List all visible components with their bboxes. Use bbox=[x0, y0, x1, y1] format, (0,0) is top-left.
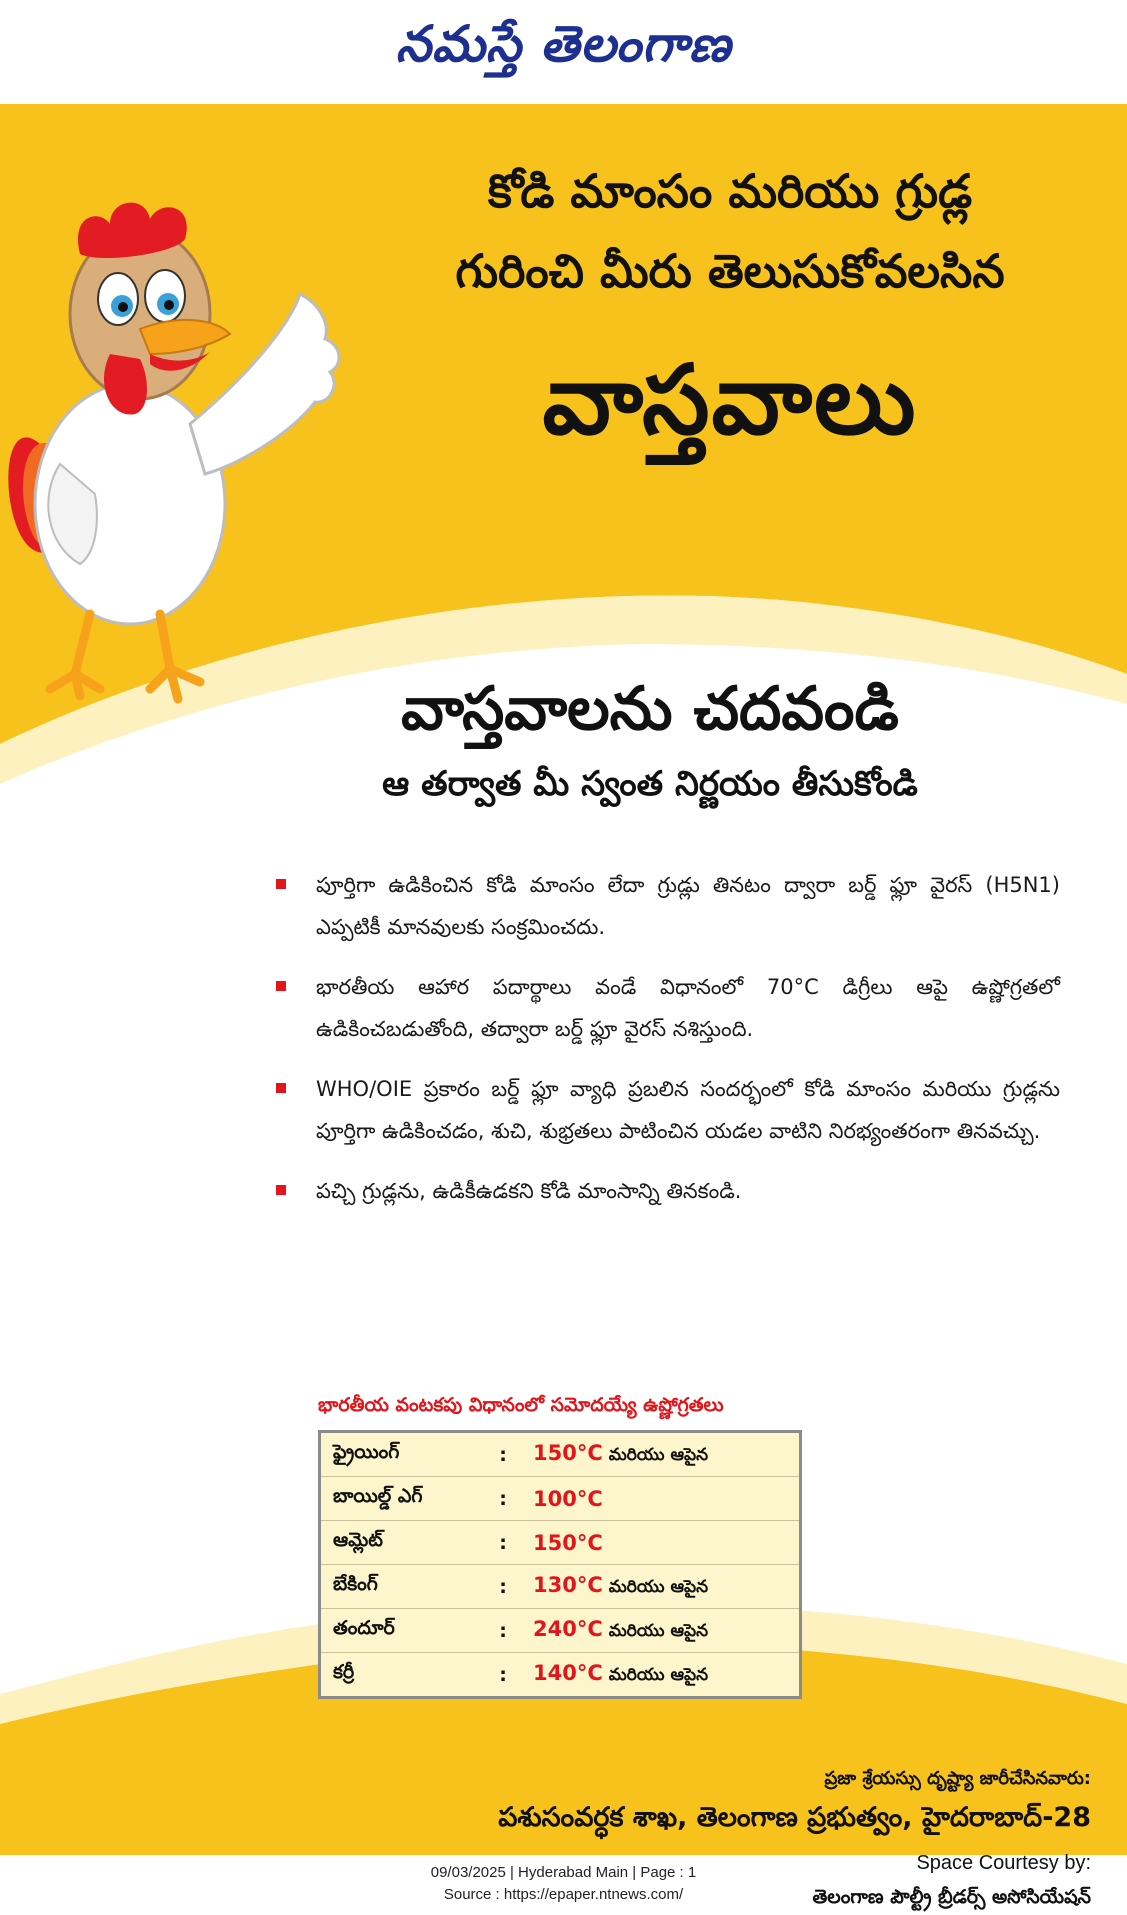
page-footer bbox=[0, 1862, 1127, 1906]
facts-list bbox=[270, 864, 1060, 1230]
temperature-cell bbox=[533, 1432, 801, 1477]
temperature-suffix: మరియు ఆపైన bbox=[608, 1620, 709, 1641]
temperature-value: 130°C bbox=[533, 1572, 603, 1597]
table-row bbox=[320, 1432, 801, 1477]
cooking-method: బేకింగ్ bbox=[320, 1565, 474, 1609]
separator: : bbox=[473, 1653, 533, 1698]
sub-heading: వాస్తవాలను చదవండి bbox=[401, 674, 899, 744]
rooster-illustration bbox=[0, 114, 400, 714]
bullet-square-icon bbox=[276, 1185, 286, 1195]
sub-line: ఆ తర్వాత మీ స్వంత నిర్ణయం తీసుకోండి bbox=[382, 764, 918, 804]
bullet-square-icon bbox=[276, 981, 286, 991]
fact-text: పచ్చి గ్రుడ్లను, ఉడికీఉడకని కోడి మాంసాన్ని తినకండి. bbox=[316, 1179, 742, 1203]
temperature-cell bbox=[533, 1609, 801, 1653]
separator: : bbox=[473, 1609, 533, 1653]
separator: : bbox=[473, 1521, 533, 1565]
temperature-suffix: మరియు ఆపైన bbox=[608, 1576, 709, 1597]
temperature-suffix: మరియు ఆపైన bbox=[608, 1664, 709, 1685]
temperature-cell bbox=[533, 1521, 801, 1565]
association-name: తెలంగాణ పౌల్ట్రీ బ్రీడర్స్ అసోసియేషన్ bbox=[812, 1886, 1091, 1908]
footer-source-link[interactable]: Source : https://epaper.ntnews.com/ bbox=[443, 1886, 684, 1903]
temperature-cell bbox=[533, 1477, 801, 1521]
list-item bbox=[270, 1170, 1060, 1212]
temperature-value: 150°C bbox=[533, 1530, 603, 1555]
headline-big: వాస్తవాలు bbox=[542, 344, 918, 456]
table-row bbox=[320, 1521, 801, 1565]
courtesy-label: Space Courtesy by: bbox=[916, 1852, 1091, 1874]
temperature-value: 240°C bbox=[533, 1616, 603, 1641]
fact-text: WHO/OIE ప్రకారం బర్డ్ ఫ్లూ వ్యాధి ప్రబలిన సందర్భంలో కోడి మాంసం మరియు గ్రుడ్లను పూర్తిగా ఉడికించడం, శుచి, శుభ్రతలు పాటించిన యడల వాటిని నిరభ్యంతరంగా తినవచ్చు. bbox=[316, 1077, 1060, 1143]
newspaper-logo: నమస్తే తెలంగాణ bbox=[395, 14, 732, 73]
table-row bbox=[320, 1653, 801, 1698]
cooking-method: బాయిల్డ్ ఎగ్ bbox=[320, 1477, 474, 1521]
issued-by-label: ప్రజా శ్రేయస్సు దృష్ట్యా జారీచేసినవారు: bbox=[824, 1768, 1091, 1789]
fact-text: పూర్తిగా ఉడికించిన కోడి మాంసం లేదా గ్రుడ్లు తినటం ద్వారా బర్డ్ ఫ్లూ వైరస్ (H5N1) ఎప్పటికీ మానవులకు సంక్రమించదు. bbox=[316, 873, 1060, 939]
temperature-value: 140°C bbox=[533, 1660, 603, 1685]
cooking-method: కర్రీ bbox=[320, 1653, 474, 1698]
headline-line-1: కోడి మాంసం మరియు గ్రుడ్ల bbox=[487, 164, 973, 218]
temperature-cell bbox=[533, 1565, 801, 1609]
separator: : bbox=[473, 1432, 533, 1477]
department-name: పశుసంవర్ధక శాఖ, తెలంగాణ ప్రభుత్వం, హైదరాబాద్-28 bbox=[498, 1802, 1091, 1833]
bullet-square-icon bbox=[276, 1083, 286, 1093]
temperature-suffix: మరియు ఆపైన bbox=[608, 1444, 709, 1465]
temperature-value: 100°C bbox=[533, 1486, 603, 1511]
bullet-square-icon bbox=[276, 879, 286, 889]
headline-line-2: గురించి మీరు తెలుసుకోవలసిన bbox=[455, 244, 1005, 298]
separator: : bbox=[473, 1477, 533, 1521]
cooking-method: ఆమ్లెట్ bbox=[320, 1521, 474, 1565]
list-item bbox=[270, 864, 1060, 948]
footer-edition-info: 09/03/2025 | Hyderabad Main | Page : 1 bbox=[430, 1864, 697, 1881]
temperature-value: 150°C bbox=[533, 1440, 603, 1465]
separator: : bbox=[473, 1565, 533, 1609]
temperature-cell bbox=[533, 1653, 801, 1698]
cooking-method: తందూర్ bbox=[320, 1609, 474, 1653]
cooking-method: ఫ్రైయింగ్ bbox=[320, 1432, 474, 1477]
temperature-table bbox=[318, 1430, 802, 1699]
list-item bbox=[270, 1068, 1060, 1152]
table-title: భారతీయ వంటకపు విధానంలో సమోదయ్యే ఉష్ణోగ్రతలు bbox=[318, 1394, 724, 1416]
table-row bbox=[320, 1609, 801, 1653]
list-item bbox=[270, 966, 1060, 1050]
table-row bbox=[320, 1565, 801, 1609]
fact-text: భారతీయ ఆహార పదార్థాలు వండే విధానంలో 70°C డిగ్రీలు ఆపై ఉష్ణోగ్రతలో ఉడికించబడుతోంది, తద్వారా బర్డ్ ఫ్లూ వైరస్ నశిస్తుంది. bbox=[316, 975, 1060, 1041]
masthead bbox=[0, 0, 1127, 96]
table-row bbox=[320, 1477, 801, 1521]
